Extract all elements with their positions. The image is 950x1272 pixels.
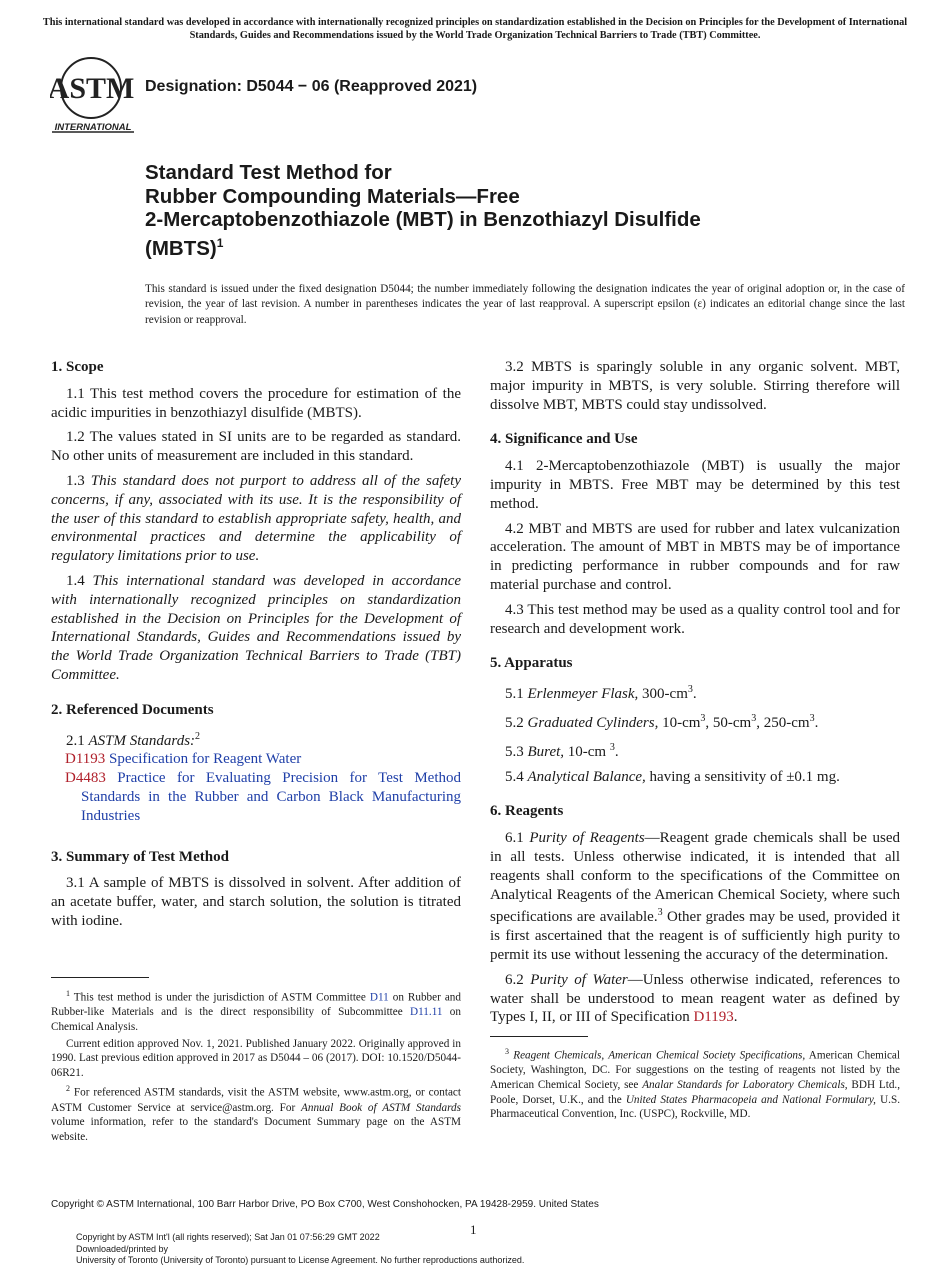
section-heading: 2. Referenced Documents xyxy=(51,701,214,718)
paragraph: 2.1 ASTM Standards:$^2$ xyxy=(66,730,201,749)
copyright-line: Copyright © ASTM International, 100 Barr Harbor Drive, PO Box C700, West Conshohocken, PA 19428-2959. United States xyxy=(51,1199,599,1210)
paragraph: 5.4 Analytical Balance, having a sensitivity of ±0.1 mg. xyxy=(505,768,840,785)
footnote: $^3$ Reagent Chemicals, American Chemical Society Specifications, American Chemical Society, Washington, DC. For suggestions on the testing of reagents not listed by the American Chemical Society, see Analar Standards for Laboratory Chemicals, BDH Ltd., Poole, Dorset, U.K., and the United States Pharmacopeia and National Formulary, U.S. Pharmaceutical Convention, Inc. (USPC), Rockville, MD. xyxy=(490,1047,901,1121)
paragraph: 4.1 2-Mercaptobenzothiazole (MBT) is usually the major impurity in MBTS. Free MBT may be determined by this test method. xyxy=(490,458,900,512)
title-line: (MBTS)$^1$ xyxy=(145,235,224,260)
paragraph: 6.2 Purity of Water—Unless otherwise indicated, references to water shall be understood to mean reagent water as defined by Types I, II, or III of Specification D1193. xyxy=(490,971,900,1026)
footnote-mark: 1 xyxy=(216,235,224,250)
reference-link[interactable]: Specification for Reagent Water xyxy=(109,751,302,768)
committee-link[interactable]: D11 xyxy=(369,991,389,1004)
footnotes-right xyxy=(490,1045,900,1124)
footnote-rule xyxy=(490,1036,588,1037)
paragraph: 3.1 A sample of MBTS is dissolved in solvent. After addition of an acetate buffer, water, and starch solution, the solution is titrated with iodine. xyxy=(51,875,461,929)
reference-item xyxy=(51,750,461,769)
paragraph: 4.2 MBT and MBTS are used for rubber and latex vulcanization acceleration. The amount of MBT in MBTS may be of importance in predicting performance in rubber compounds and for raw material purchase and control. xyxy=(490,520,900,593)
paragraph: 1.1 This test method covers the procedure for estimation of the acidic impurities in benzothiazyl disulfide (MBTS). xyxy=(51,385,461,421)
document-title xyxy=(145,161,845,260)
paragraph: 5.1 Erlenmeyer Flask, $300-cm^3$. xyxy=(505,684,697,703)
footnote: $^1$ This test method is under the jurisdiction of ASTM Committee D11 on Rubber and Rubber-like Materials and is the direct responsibility of Subcommittee D11.11 on Chemical Analysis. xyxy=(51,989,461,1033)
svg-text:INTERNATIONAL: INTERNATIONAL xyxy=(54,122,132,133)
footnote: $^2$ For referenced ASTM standards, visit the ASTM website, www.astm.org, or contact ASTM Customer Service at service@astm.org. For Annual Book of ASTM Standards volume information, refer to the standard's Document Summary page on the ASTM website. xyxy=(51,1084,461,1143)
page-number: 1 xyxy=(470,1222,477,1237)
title-line: Standard Test Method for xyxy=(145,161,392,184)
reference-link[interactable]: Practice for Evaluating Precision for Test Method Standards in the Rubber and Carbon Black Manufacturing Industries xyxy=(81,770,462,824)
reference-link[interactable]: D1193 xyxy=(693,1009,734,1026)
paragraph: 6.1 Purity of Reagents—Reagent grade chemicals shall be used in all tests. Unless otherwise indicated, it is intended that all reagents shall conform to the specifications of the Committee on Analytical Reagents of the American Chemical Society, where such specifications are available.$^3$ Other grades may be used, provided it is first ascertained that the reagent is of sufficiently high purity to permit its use without lessening the accuracy of the determination. xyxy=(490,830,900,963)
paragraph: 4.3 This test method may be used as a quality control tool and for research and development work. xyxy=(490,601,900,637)
title-line: 2-Mercaptobenzothiazole (MBT) in Benzothiazyl Disulfide xyxy=(145,208,701,231)
designation: Designation: D5044 − 06 (Reapproved 2021) xyxy=(145,78,478,95)
subcommittee-link[interactable]: D11.11 xyxy=(410,1006,443,1019)
svg-text:ASTM: ASTM xyxy=(50,72,135,105)
issue-note: This standard is issued under the fixed designation D5044; the number immediately following the designation indicates the year of original adoption or, in the case of revision, the year of last revision. A number in parentheses indicates the year of last reapproval. A superscript epsilon (ε) indicates an editorial change since the last revision or reapproval. xyxy=(145,283,905,326)
left-column xyxy=(51,358,461,937)
paragraph: 1.3 This standard does not purport to address all of the safety concerns, if any, associated with its use. It is the responsibility of the user of this standard to establish appropriate safety, health, and environmental practices and determine the applicability of regulatory limitations prior to use. xyxy=(51,472,461,565)
download-stamp: Copyright by ASTM Int'l (all rights reserved); Sat Jan 01 07:56:29 GMT 2022 Downloaded/printed by University of Toronto (University of Toronto) pursuant to License Agreement. No further reproductions authorized. xyxy=(76,1232,525,1265)
section-heading: 1. Scope xyxy=(51,359,104,375)
paragraph: 3.2 MBTS is sparingly soluble in any organic solvent. MBT, major impurity in MBTS, is very soluble. Stirring therefore will dissolve MBT, MBTS could stay undissolved. xyxy=(490,359,900,413)
paragraph: 1.2 The values stated in SI units are to be regarded as standard. No other units of measurement are included in this standard. xyxy=(51,429,461,465)
top-note: This international standard was developed in accordance with internationally recognized principles on standardization established in the Decision on Principles for the Development of International Standards, Guides and Recommendations issued by the World Trade Organization Technical Barriers to Trade (TBT) Committee. xyxy=(42,17,908,41)
footnote: Current edition approved Nov. 1, 2021. Published January 2022. Originally approved in 1990. Last previous edition approved in 2017 as D5044 – 06 (2017). DOI: 10.1520/D5044-06R21. xyxy=(51,1037,461,1079)
paragraph: 5.2 Graduated Cylinders, $10-cm^3$, $50-cm^3$, $250-cm^3$. xyxy=(505,712,819,731)
astm-logo xyxy=(50,56,136,134)
section-heading: 3. Summary of Test Method xyxy=(51,848,229,865)
reference-link[interactable]: D1193 xyxy=(65,751,106,768)
section-heading: 6. Reagents xyxy=(490,803,564,820)
reference-item xyxy=(51,769,461,825)
section-heading: 4. Significance and Use xyxy=(490,431,638,448)
paragraph: 1.4 This international standard was developed in accordance with internationally recognized principles on standardization established in the Decision on Principles for the Development of International Standards, Guides and Recommendations issued by the World Trade Organization Technical Barriers to Trade (TBT) Committee. xyxy=(51,572,462,683)
title-line: Rubber Compounding Materials—Free xyxy=(145,184,520,208)
paragraph: 5.3 Buret, 10-cm $^3$. xyxy=(505,741,619,760)
section-heading: 5. Apparatus xyxy=(490,655,573,672)
footnotes-left xyxy=(51,987,461,1146)
footnote-rule xyxy=(51,977,149,978)
right-column xyxy=(490,358,900,1033)
reference-link[interactable]: D4483 xyxy=(65,770,106,787)
